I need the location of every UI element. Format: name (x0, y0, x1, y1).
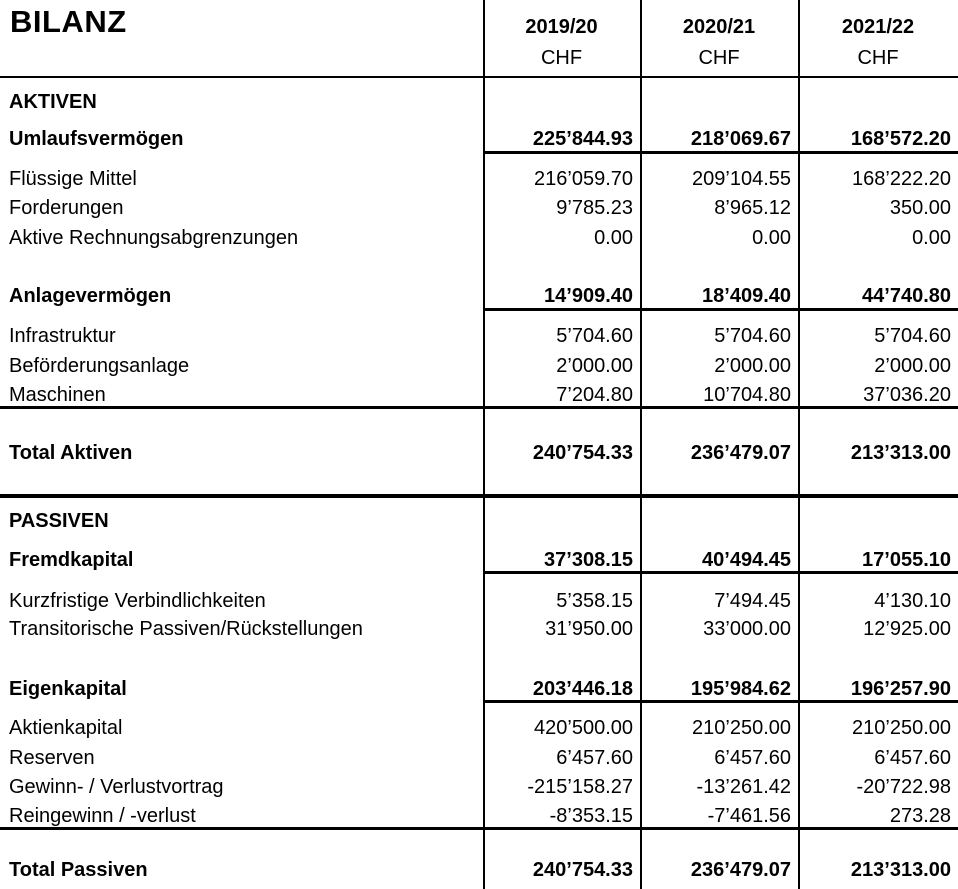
value-2019-20: -215’158.27 (527, 776, 633, 798)
value-2021-22: 210’250.00 (852, 717, 951, 739)
value-2019-20: 240’754.33 (532, 442, 633, 464)
value-2020-21: 218’069.67 (690, 128, 791, 150)
section-label: PASSIVEN (9, 510, 109, 532)
table-row-transitorische-passiven (0, 618, 958, 641)
table-row-aktienkapital (0, 717, 958, 740)
value-2020-21: 210’250.00 (692, 717, 791, 739)
table-row-gewinn-verlustvortrag (0, 776, 958, 799)
value-2020-21: 40’494.45 (702, 549, 791, 571)
table-row-maschinen (0, 384, 958, 407)
value-2019-20: 420’500.00 (534, 717, 633, 739)
header-spacer (0, 16, 483, 39)
value-2020-21: 236’479.07 (690, 442, 791, 464)
header-unit-2: CHF (698, 47, 740, 69)
page-title: BILANZ (10, 4, 127, 39)
row-label: Kurzfristige Verbindlichkeiten (9, 590, 266, 612)
row-label: Reserven (9, 747, 95, 769)
row-label: Infrastruktur (9, 325, 116, 347)
value-2020-21: 2’000.00 (714, 355, 791, 377)
row-label: Gewinn- / Verlustvortrag (9, 776, 224, 798)
value-2019-20: 5’704.60 (556, 325, 633, 347)
value-2021-22: 168’572.20 (850, 128, 951, 150)
value-2019-20: 203’446.18 (532, 678, 633, 700)
value-2021-22: 213’313.00 (850, 442, 951, 464)
row-label: Total Aktiven (9, 442, 133, 464)
value-2021-22: 5’704.60 (874, 325, 951, 347)
header-year-2020-21: 2020/21 (682, 16, 756, 38)
value-2019-20: 7’204.80 (556, 384, 633, 406)
row-label: Transitorische Passiven/Rückstellungen (9, 618, 363, 640)
value-2019-20: 216’059.70 (534, 168, 633, 190)
value-2021-22: 273.28 (889, 805, 951, 827)
table-row-anlagevermoegen (0, 285, 958, 308)
row-label: Aktienkapital (9, 717, 123, 739)
table-row-forderungen (0, 197, 958, 220)
value-2021-22: 12’925.00 (863, 618, 951, 640)
value-2021-22: 168’222.20 (852, 168, 951, 190)
table-row-total-aktiven (0, 442, 958, 465)
value-2021-22: 6’457.60 (874, 747, 951, 769)
row-label: Maschinen (9, 384, 106, 406)
table-row-kurzfristige-verbindlichkeiten (0, 590, 958, 613)
value-2020-21: 33’000.00 (703, 618, 791, 640)
row-label: Fremdkapital (9, 549, 134, 571)
value-2021-22: 350.00 (889, 197, 951, 219)
row-label: Flüssige Mittel (9, 168, 137, 190)
table-row-aktive-rechnungsabgrenzungen (0, 227, 958, 250)
value-2020-21: 0.00 (752, 227, 791, 249)
header-year-2019-20: 2019/20 (525, 16, 598, 38)
value-2021-22: 37’036.20 (863, 384, 951, 406)
row-label: Reingewinn / -verlust (9, 805, 196, 827)
value-2019-20: -8’353.15 (549, 805, 633, 827)
subtotal-underline (483, 571, 958, 574)
row-label: Aktive Rechnungsabgrenzungen (9, 227, 299, 249)
value-2019-20: 2’000.00 (556, 355, 633, 377)
header-years-row (0, 16, 958, 39)
header-spacer (0, 47, 483, 70)
value-2021-22: -20’722.98 (856, 776, 951, 798)
row-label: Anlagevermögen (9, 285, 172, 307)
value-2020-21: 5’704.60 (714, 325, 791, 347)
row-label: Beförderungsanlage (9, 355, 190, 377)
value-2019-20: 6’457.60 (556, 747, 633, 769)
section-heading-aktiven (0, 91, 958, 114)
section-divider (0, 827, 958, 830)
value-2020-21: 6’457.60 (714, 747, 791, 769)
header-unit-3: CHF (857, 47, 899, 69)
row-label: Umlaufsvermögen (9, 128, 184, 150)
subtotal-underline (483, 151, 958, 154)
section-heading-passiven (0, 510, 958, 533)
value-2019-20: 240’754.33 (532, 859, 633, 881)
table-row-fremdkapital (0, 549, 958, 572)
value-2020-21: -7’461.56 (707, 805, 791, 827)
value-2020-21: 10’704.80 (703, 384, 791, 406)
table-row-total-passiven (0, 859, 958, 882)
table-row-reingewinn-verlust (0, 805, 958, 828)
value-2021-22: 4’130.10 (874, 590, 951, 612)
value-2020-21: 236’479.07 (690, 859, 791, 881)
table-row-umlaufsvermoegen (0, 128, 958, 151)
header-unit-1: CHF (540, 47, 583, 69)
header-divider (0, 76, 958, 78)
value-2019-20: 5’358.15 (556, 590, 633, 612)
header-year-2021-22: 2021/22 (841, 16, 915, 38)
value-2021-22: 2’000.00 (874, 355, 951, 377)
header-units-row (0, 47, 958, 70)
table-row-eigenkapital (0, 678, 958, 701)
value-2020-21: 8’965.12 (714, 197, 791, 219)
table-row-reserven (0, 747, 958, 770)
subtotal-underline (483, 700, 958, 703)
row-label: Eigenkapital (9, 678, 127, 700)
value-2021-22: 213’313.00 (850, 859, 951, 881)
value-2020-21: -13’261.42 (696, 776, 791, 798)
value-2019-20: 37’308.15 (544, 549, 633, 571)
section-label: AKTIVEN (9, 91, 97, 113)
value-2021-22: 44’740.80 (862, 285, 951, 307)
subtotal-underline (483, 308, 958, 311)
row-label: Forderungen (9, 197, 124, 219)
value-2019-20: 0.00 (594, 227, 633, 249)
value-2019-20: 225’844.93 (532, 128, 633, 150)
table-row-befoerderungsanlage (0, 355, 958, 378)
row-label: Total Passiven (9, 859, 148, 881)
value-2020-21: 195’984.62 (690, 678, 791, 700)
value-2019-20: 31’950.00 (545, 618, 633, 640)
value-2021-22: 196’257.90 (850, 678, 951, 700)
value-2020-21: 209’104.55 (692, 168, 791, 190)
value-2019-20: 14’909.40 (544, 285, 633, 307)
value-2020-21: 7’494.45 (714, 590, 791, 612)
value-2021-22: 0.00 (912, 227, 951, 249)
section-divider (0, 406, 958, 409)
value-2019-20: 9’785.23 (556, 197, 633, 219)
value-2021-22: 17’055.10 (862, 549, 951, 571)
value-2020-21: 18’409.40 (702, 285, 791, 307)
table-row-infrastruktur (0, 325, 958, 348)
passiven-section-divider (0, 494, 958, 498)
table-row-fluessige-mittel (0, 168, 958, 191)
